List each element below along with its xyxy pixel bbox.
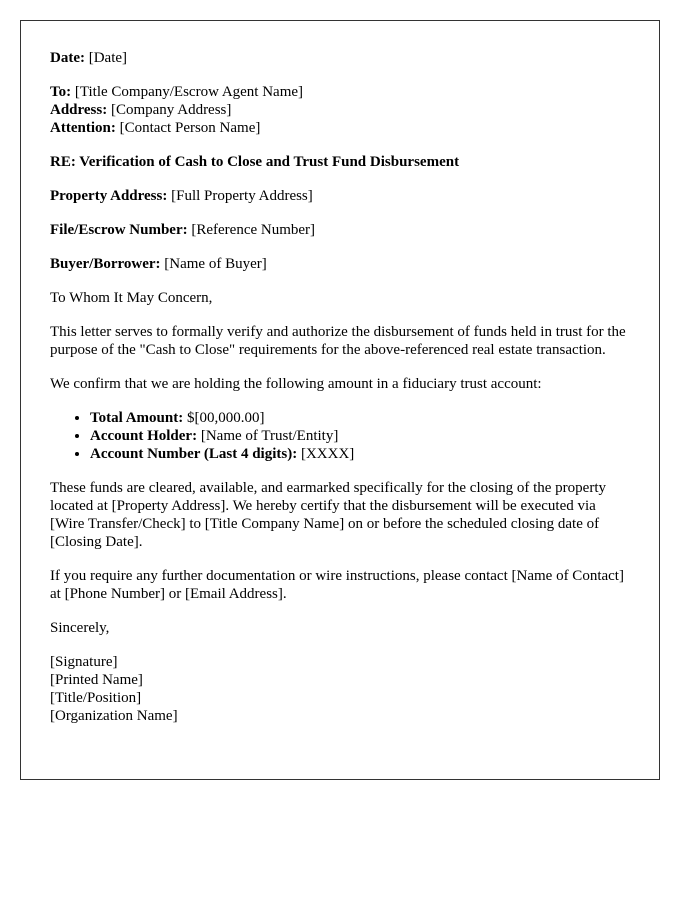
property-label: Property Address: [50, 188, 168, 204]
property-value: [Full Property Address] [171, 188, 313, 204]
date-line [50, 49, 630, 67]
date-value: [Date] [88, 50, 128, 66]
file-number-label: File/Escrow Number: [50, 222, 188, 238]
salutation: To Whom It May Concern, [50, 290, 213, 306]
signature-block [50, 653, 630, 725]
address-label: Address: [50, 102, 108, 118]
intro-paragraph: This letter serves to formally verify and authorize the disbursement of funds held in trust for the purpose of the "Cash to Close" requirements for the above-referenced real estate transaction. [50, 324, 626, 358]
address-line [50, 101, 630, 119]
certification-paragraph: These funds are cleared, available, and earmarked specifically for the closing of the property located at [Property Address]. We hereby certify that the disbursement will be executed via [Wire Transfer/Check] to [Title Company Name] on or before the scheduled closing date of [Closing Date]. [50, 480, 606, 550]
buyer-line [50, 255, 630, 273]
buyer-label: Buyer/Borrower: [50, 256, 161, 272]
property-line [50, 187, 630, 205]
printed-name-line: [Printed Name] [50, 672, 143, 688]
account-holder-label: Account Holder: [90, 428, 198, 444]
file-number-line [50, 221, 630, 239]
account-holder-value: [Name of Trust/Entity] [200, 428, 339, 444]
confirm-paragraph: We confirm that we are holding the following amount in a fiduciary trust account: [50, 376, 542, 392]
address-value: [Company Address] [110, 102, 232, 118]
account-number-value: [XXXX] [300, 446, 355, 462]
signature-line: [Signature] [50, 654, 118, 670]
to-value: [Title Company/Escrow Agent Name] [74, 84, 304, 100]
subject-line: RE: Verification of Cash to Close and Trust Fund Disbursement [50, 154, 460, 170]
attention-value: [Contact Person Name] [119, 120, 261, 136]
list-item [90, 409, 630, 427]
contact-paragraph: If you require any further documentation or wire instructions, please contact [Name of Contact] at [Phone Number] or [Email Address]. [50, 568, 624, 602]
account-details-list [50, 409, 630, 463]
buyer-value: [Name of Buyer] [164, 256, 267, 272]
letter [20, 20, 660, 780]
list-item [90, 445, 630, 463]
title-line: [Title/Position] [50, 690, 142, 706]
recipient-block [50, 83, 630, 137]
total-amount-value: $[00,000.00] [186, 410, 265, 426]
attention-line [50, 119, 630, 137]
list-item [90, 427, 630, 445]
to-line [50, 83, 630, 101]
account-number-label: Account Number (Last 4 digits): [90, 446, 298, 462]
attention-label: Attention: [50, 120, 116, 136]
file-number-value: [Reference Number] [191, 222, 316, 238]
organization-line: [Organization Name] [50, 708, 178, 724]
date-label: Date: [50, 50, 85, 66]
to-label: To: [50, 84, 72, 100]
total-amount-label: Total Amount: [90, 410, 184, 426]
closing: Sincerely, [50, 620, 110, 636]
